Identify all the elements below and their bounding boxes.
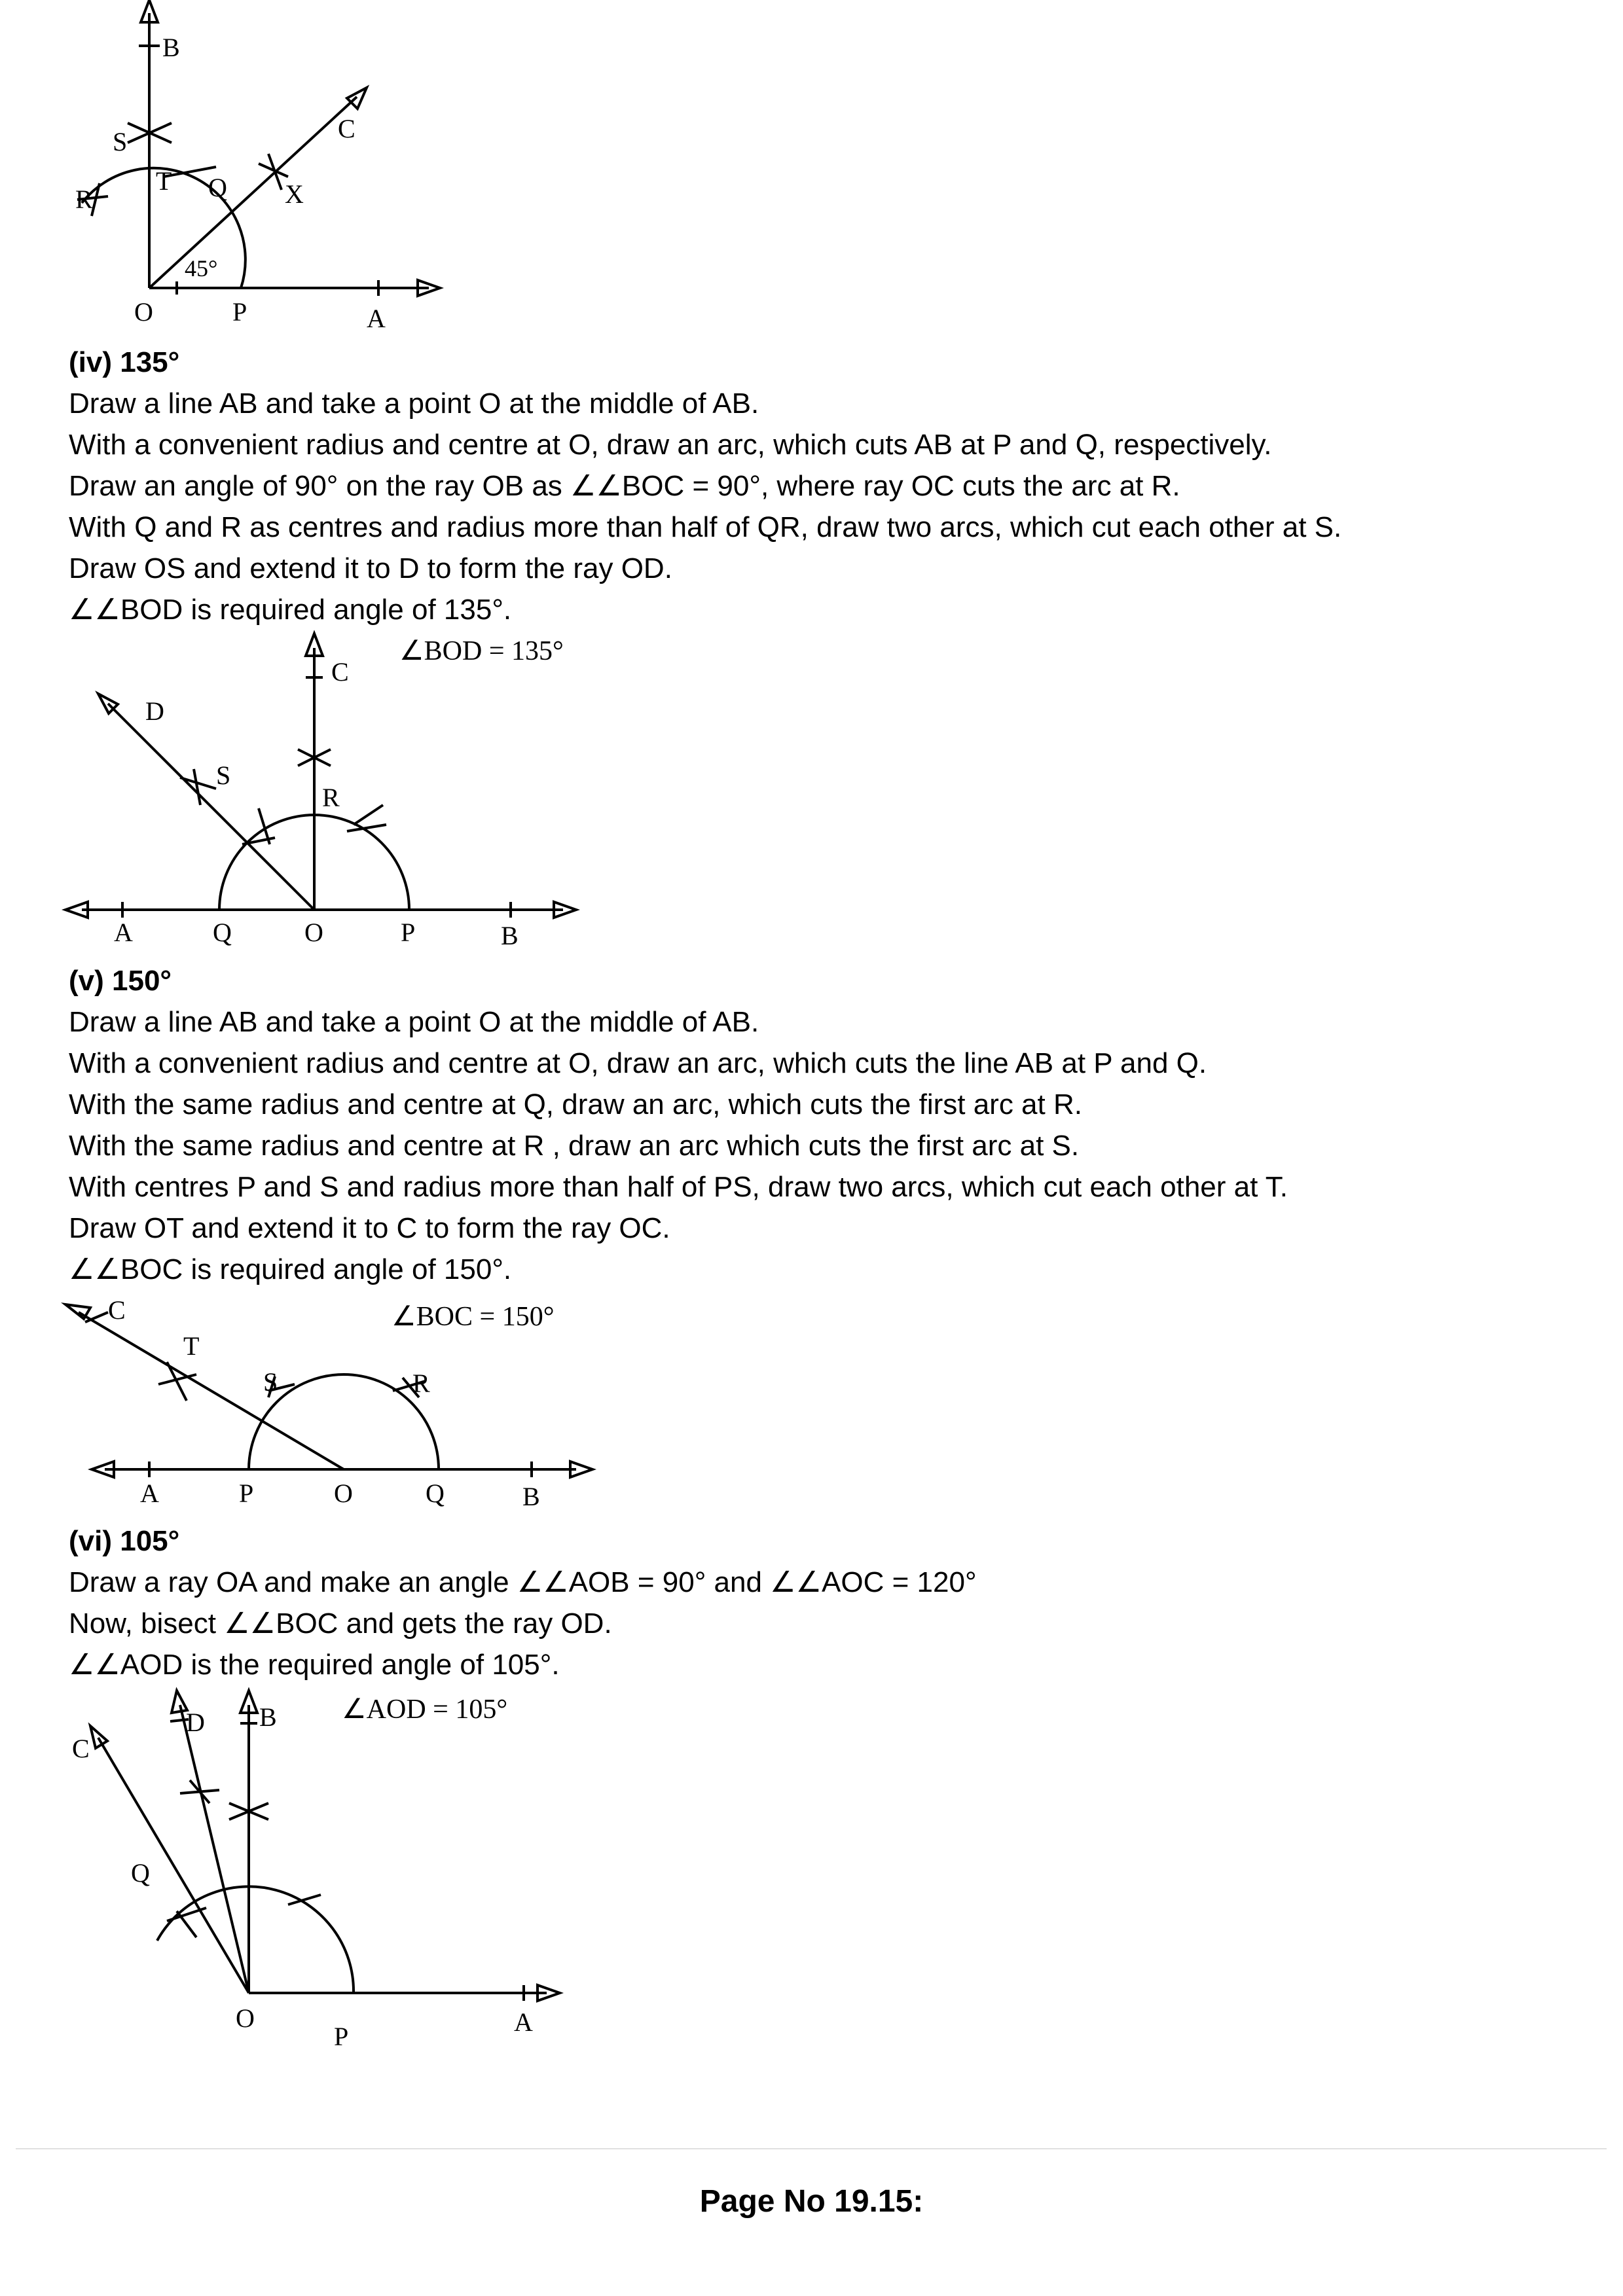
section-iv-line: With a convenient radius and centre at O, draw an arc, which cuts AB at P and Q, respectively.: [69, 429, 1272, 461]
label-a: A: [514, 2007, 533, 2037]
section-iv-text: [69, 342, 1341, 630]
label-b: B: [259, 1702, 277, 1732]
label-p: P: [401, 918, 416, 947]
section-iv-heading: (iv) 135°: [69, 346, 180, 378]
label-s: S: [216, 761, 231, 790]
label-p: P: [239, 1479, 254, 1508]
section-iv-line: ∠∠BOD is required angle of 135°.: [69, 594, 512, 626]
section-v-line: With the same radius and centre at Q, draw an arc, which cuts the first arc at R.: [69, 1088, 1082, 1121]
caption-150: ∠BOC = 150°: [392, 1302, 555, 1332]
figure-105-degree: [0, 1685, 655, 2052]
label-b: B: [522, 1482, 540, 1511]
section-iv-line: Draw a line AB and take a point O at the middle of AB.: [69, 387, 759, 420]
label-t: T: [183, 1331, 200, 1361]
label-p: P: [232, 297, 247, 327]
section-v-heading: (v) 150°: [69, 965, 172, 997]
caption-105: ∠AOD = 105°: [342, 1695, 508, 1725]
caption-135: ∠BOD = 135°: [399, 636, 564, 666]
label-b: B: [162, 33, 180, 62]
label-s: S: [263, 1367, 278, 1397]
section-vi-line: Now, bisect ∠∠BOC and gets the ray OD.: [69, 1607, 612, 1640]
label-c: C: [338, 114, 356, 143]
label-x: X: [285, 179, 304, 209]
label-a: A: [367, 304, 386, 333]
label-a: A: [114, 918, 133, 947]
label-b: B: [501, 921, 519, 950]
section-vi-heading: (vi) 105°: [69, 1525, 180, 1557]
section-v-line: Draw OT and extend it to C to form the ray OC.: [69, 1212, 670, 1244]
label-angle: 45°: [185, 255, 218, 281]
label-q: Q: [426, 1479, 445, 1508]
label-q: Q: [131, 1858, 150, 1888]
label-p: P: [334, 2022, 349, 2051]
section-vi-text: [69, 1520, 977, 1685]
footer-divider: [16, 2148, 1607, 2149]
section-v-line: With centres P and S and radius more than half of PS, draw two arcs, which cut each other at T.: [69, 1171, 1288, 1203]
page-number: Page No 19.15:: [699, 2184, 924, 2219]
label-o: O: [304, 918, 323, 947]
label-a: A: [140, 1479, 159, 1508]
label-t: T: [156, 166, 172, 196]
section-iv-line: Draw an angle of 90° on the ray OB as ∠∠BOC = 90°, where ray OC cuts the arc at R.: [69, 470, 1180, 502]
section-vi-line: ∠∠AOD is the required angle of 105°.: [69, 1649, 560, 1681]
label-r: R: [322, 783, 340, 812]
label-s: S: [113, 127, 128, 156]
label-r: R: [75, 185, 93, 214]
figure-135-degree: [0, 628, 655, 956]
label-d: D: [145, 696, 164, 726]
label-o: O: [134, 297, 153, 327]
section-v-line: With a convenient radius and centre at O, draw an arc, which cuts the line AB at P and Q.: [69, 1047, 1207, 1079]
section-v-line: Draw a line AB and take a point O at the middle of AB.: [69, 1006, 759, 1038]
section-iv-line: Draw OS and extend it to D to form the ray OD.: [69, 552, 672, 584]
section-vi-line: Draw a ray OA and make an angle ∠∠AOB = 90° and ∠∠AOC = 120°: [69, 1566, 977, 1598]
section-v-text: [69, 960, 1288, 1290]
label-q: Q: [213, 918, 232, 947]
section-v-line: With the same radius and centre at R , draw an arc which cuts the first arc at S.: [69, 1130, 1080, 1162]
label-d: D: [186, 1708, 205, 1737]
section-iv-line: With Q and R as centres and radius more than half of QR, draw two arcs, which cut each other at S.: [69, 511, 1342, 543]
label-c: C: [72, 1734, 90, 1763]
label-r: R: [412, 1369, 430, 1398]
section-v-line: ∠∠BOC is required angle of 150°.: [69, 1253, 512, 1285]
label-c: C: [108, 1295, 126, 1325]
figure-45-degree: [0, 0, 524, 340]
label-q: Q: [208, 173, 227, 202]
label-c: C: [331, 657, 349, 687]
label-o: O: [334, 1479, 353, 1508]
figure-150-degree: [0, 1293, 655, 1518]
label-o: O: [236, 2003, 255, 2033]
